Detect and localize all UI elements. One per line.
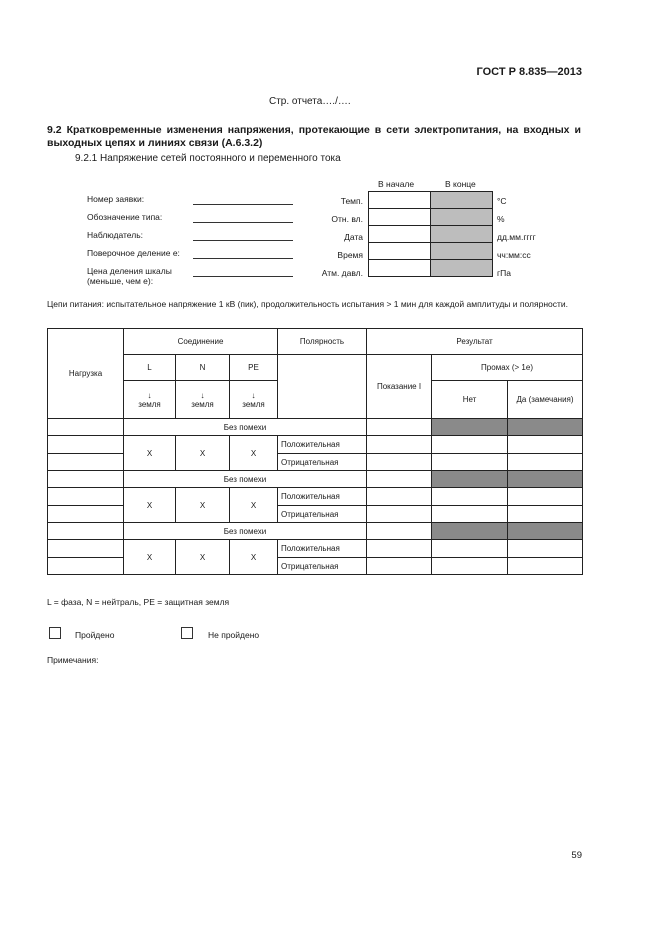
miss-yes-cell[interactable] bbox=[508, 506, 583, 523]
load-cell[interactable] bbox=[48, 454, 124, 471]
miss-yes-cell[interactable] bbox=[508, 436, 583, 454]
cond-humidity-start[interactable] bbox=[369, 209, 431, 226]
load-cell[interactable] bbox=[48, 540, 124, 558]
x-mark-L: X bbox=[124, 436, 176, 471]
cond-label-pressure: Атм. давл. bbox=[321, 268, 363, 278]
miss-yes-cell bbox=[508, 471, 583, 488]
cond-date-start[interactable] bbox=[369, 226, 431, 243]
cond-temp-start[interactable] bbox=[369, 192, 431, 209]
cond-label-date: Дата bbox=[344, 232, 363, 242]
cond-temp-end[interactable] bbox=[431, 192, 493, 209]
miss-no-cell[interactable] bbox=[432, 454, 508, 471]
field-line-application[interactable] bbox=[193, 204, 293, 205]
miss-yes-cell[interactable] bbox=[508, 558, 583, 575]
header-PE: PE bbox=[230, 355, 278, 381]
load-cell[interactable] bbox=[48, 488, 124, 506]
polarity-positive: Положительная bbox=[278, 436, 367, 454]
header-no: Нет bbox=[432, 381, 508, 419]
cond-pressure-start[interactable] bbox=[369, 260, 431, 277]
miss-yes-cell bbox=[508, 523, 583, 540]
x-mark-L: X bbox=[124, 540, 176, 575]
x-mark-N: X bbox=[176, 436, 230, 471]
cond-unit-date: дд.мм.гггг bbox=[497, 232, 536, 242]
field-line-observer[interactable] bbox=[193, 240, 293, 241]
cond-time-start[interactable] bbox=[369, 243, 431, 260]
reading-cell[interactable] bbox=[367, 488, 432, 506]
reading-cell[interactable] bbox=[367, 523, 432, 540]
x-mark-N: X bbox=[176, 540, 230, 575]
failed-label: Не пройдено bbox=[208, 630, 260, 640]
header-result: Результат bbox=[367, 329, 583, 355]
load-cell[interactable] bbox=[48, 471, 124, 488]
header-connection: Соединение bbox=[124, 329, 278, 355]
col-head-start: В начале bbox=[378, 179, 415, 189]
header-N-ground bbox=[176, 381, 230, 419]
header-L: L bbox=[124, 355, 176, 381]
polarity-positive: Положительная bbox=[278, 488, 367, 506]
header-load: Нагрузка bbox=[48, 329, 124, 419]
x-mark-PE: X bbox=[230, 488, 278, 523]
page-number: 59 bbox=[571, 850, 582, 861]
arrow-down-icon: ↓ bbox=[200, 390, 205, 400]
cond-unit-temp: °C bbox=[497, 196, 507, 206]
load-cell[interactable] bbox=[48, 558, 124, 575]
section-subtitle: 9.2.1 Напряжение сетей постоянного и переменного тока bbox=[75, 153, 341, 164]
power-note: Цепи питания: испытательное напряжение 1 кВ (пик), продолжительность испытания > 1 мин для каждой амплитуды и полярности. bbox=[47, 299, 568, 309]
cond-unit-humidity: % bbox=[497, 214, 505, 224]
field-label-application: Номер заявки: bbox=[87, 194, 145, 204]
field-label-verification: Поверочное деление е: bbox=[87, 248, 180, 258]
passed-label: Пройдено bbox=[75, 630, 115, 640]
miss-yes-cell bbox=[508, 419, 583, 436]
x-mark-PE: X bbox=[230, 540, 278, 575]
cond-humidity-end[interactable] bbox=[431, 209, 493, 226]
header-PE-ground bbox=[230, 381, 278, 419]
ground-label: земля bbox=[138, 399, 161, 409]
x-mark-N: X bbox=[176, 488, 230, 523]
x-mark-PE: X bbox=[230, 436, 278, 471]
standard-number: ГОСТ Р 8.835—2013 bbox=[476, 66, 582, 78]
miss-no-cell[interactable] bbox=[432, 436, 508, 454]
miss-yes-cell[interactable] bbox=[508, 488, 583, 506]
cond-label-temp: Темп. bbox=[340, 196, 363, 206]
field-line-type[interactable] bbox=[193, 222, 293, 223]
miss-no-cell[interactable] bbox=[432, 506, 508, 523]
miss-no-cell bbox=[432, 419, 508, 436]
header-N: N bbox=[176, 355, 230, 381]
polarity-positive: Положительная bbox=[278, 540, 367, 558]
arrow-down-icon: ↓ bbox=[251, 390, 256, 400]
col-head-end: В конце bbox=[445, 179, 476, 189]
header-L-ground bbox=[124, 381, 176, 419]
load-cell[interactable] bbox=[48, 419, 124, 436]
cond-time-end[interactable] bbox=[431, 243, 493, 260]
ground-label: земля bbox=[242, 399, 265, 409]
report-page: Стр. отчета…./…. bbox=[269, 96, 351, 107]
cond-unit-pressure: гПа bbox=[497, 268, 511, 278]
polarity-negative: Отрицательная bbox=[278, 506, 367, 523]
cond-pressure-end[interactable] bbox=[431, 260, 493, 277]
polarity-negative: Отрицательная bbox=[278, 454, 367, 471]
load-cell[interactable] bbox=[48, 506, 124, 523]
polarity-negative: Отрицательная bbox=[278, 558, 367, 575]
failed-checkbox[interactable] bbox=[181, 627, 193, 639]
miss-no-cell bbox=[432, 523, 508, 540]
miss-no-cell[interactable] bbox=[432, 558, 508, 575]
miss-yes-cell[interactable] bbox=[508, 454, 583, 471]
section-title: 9.2 Кратковременные изменения напряжения, протекающие в сети электропитания, на входных и выходных цепях и линиях связи (А.6.3.2) bbox=[47, 124, 581, 149]
passed-checkbox[interactable] bbox=[49, 627, 61, 639]
cond-label-time: Время bbox=[337, 250, 363, 260]
x-mark-L: X bbox=[124, 488, 176, 523]
field-label-scale: Цена деления шкалы (меньше, чем е): bbox=[87, 266, 172, 286]
reading-cell[interactable] bbox=[367, 558, 432, 575]
header-reading: Показание I bbox=[367, 355, 432, 419]
test-table bbox=[47, 328, 583, 575]
reading-cell[interactable] bbox=[367, 454, 432, 471]
conditions-table bbox=[368, 191, 493, 277]
load-cell[interactable] bbox=[48, 436, 124, 454]
no-interference-row: Без помехи bbox=[124, 419, 367, 436]
notes-label: Примечания: bbox=[47, 655, 99, 665]
header-yes: Да (замечания) bbox=[508, 381, 583, 419]
arrow-down-icon: ↓ bbox=[147, 390, 152, 400]
reading-cell[interactable] bbox=[367, 471, 432, 488]
reading-cell[interactable] bbox=[367, 540, 432, 558]
header-polarity: Полярность bbox=[278, 329, 367, 355]
cond-date-end[interactable] bbox=[431, 226, 493, 243]
miss-yes-cell[interactable] bbox=[508, 540, 583, 558]
reading-cell[interactable] bbox=[367, 419, 432, 436]
ground-label: земля bbox=[191, 399, 214, 409]
header-polarity-blank bbox=[278, 355, 367, 419]
header-miss: Промах (> 1е) bbox=[432, 355, 583, 381]
reading-cell[interactable] bbox=[367, 436, 432, 454]
field-label-type: Обозначение типа: bbox=[87, 212, 163, 222]
cond-label-humidity: Отн. вл. bbox=[331, 214, 363, 224]
legend-text: L = фаза, N = нейтраль, PE = защитная земля bbox=[47, 597, 230, 607]
miss-no-cell[interactable] bbox=[432, 488, 508, 506]
field-line-verification[interactable] bbox=[193, 258, 293, 259]
cond-unit-time: чч:мм:сс bbox=[497, 250, 531, 260]
load-cell[interactable] bbox=[48, 523, 124, 540]
field-label-observer: Наблюдатель: bbox=[87, 230, 143, 240]
miss-no-cell bbox=[432, 471, 508, 488]
miss-no-cell[interactable] bbox=[432, 540, 508, 558]
field-line-scale[interactable] bbox=[193, 276, 293, 277]
reading-cell[interactable] bbox=[367, 506, 432, 523]
no-interference-row: Без помехи bbox=[124, 471, 367, 488]
no-interference-row: Без помехи bbox=[124, 523, 367, 540]
